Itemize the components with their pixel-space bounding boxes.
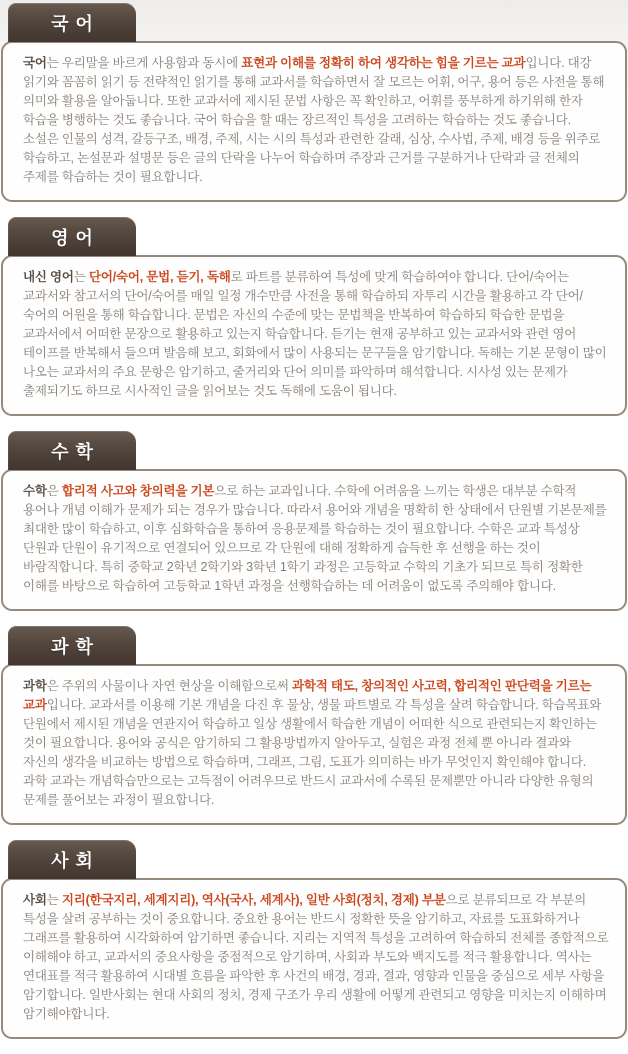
text-segment-bold: 과학 [23,679,47,693]
subject-tab-label: 과학 [51,636,100,657]
subject-tab-label: 사회 [51,850,100,871]
section-english [0,217,628,416]
content-box-english [1,255,627,416]
subject-tab-label: 수학 [51,441,100,462]
subject-tab-english [8,217,136,256]
subject-tab-korean [8,3,136,42]
subject-tab-label: 영어 [51,227,100,248]
text-segment-normal: 입니다. 대강 읽기와 꼼꼼히 읽기 등 전략적인 읽기를 통해 교과서를 학습하면서 잘 모르는 어휘, 어구, 용어 등은 사전을 통해 의미와 활용을 알아둡니다. 또한 교과서에 제시된 문법 사항은 꼭 확인하고, 어휘를 풍부하게 하기위해 한자 학습을 병행하는 것도 좋습니다. 국어 학습을 할 때는 장르적인 특성을 고려하는 학습하는 것도 좋습니다. 소설은 인물의 성격, 갈등구조, 배경, 주제, 시는 시의 특성과 관련한 갈래, 심상, 수사법, 주제, 배경 등을 위주로 학습하고, 논설문과 설명문 등은 글의 단락을 나누어 학습하며 주장과 근거를 구분하거나 단락과 글 전체의 주제를 학습하는 것이 필요합니다. [23,56,605,184]
text-segment-normal: 입니다. 교과서를 이용해 기본 개념을 다진 후 물상, 생물 파트별로 각 특성을 살려 학습합니다. 학습목표와 단원에서 제시된 개념을 연관지어 학습하고 일상 생활에서 학습한 개념이 어떠한 식으로 관련되는지 확인하는 것이 필요합니다. 용어와 공식은 암기하되 그 활용방법까지 알아두고, 실험은 과정 전체 뿐 아니라 결과와 자신의 생각을 비교하는 방법으로 학습하며, 그래프, 그림, 도표가 의미하는 바가 무엇인지 확인해야 합니다. 과학 교과는 개념학습만으로는 고득점이 어려우므로 반드시 교과서에 수록된 문제뿐만 아니라 다양한 유형의 문제를 풀어보는 과정이 필요합니다. [23,698,602,807]
text-segment-bold: 수학 [23,484,47,498]
content-box-korean [1,41,627,202]
content-box-math [1,469,627,611]
text-segment-normal: 으로 하는 교과입니다. 수학에 어려움을 느끼는 학생은 대부분 수학적 용어나 개념 이해가 문제가 되는 경우가 많습니다. 따라서 용어와 개념을 명확히 한 상태에서 단원별 기본문제를 최대한 많이 학습하고, 이후 심화학습을 통하여 응용문제를 학습하는 것이 필요합니다. 수학은 교과 특성상 단원과 단원이 유기적으로 연결되어 있으므로 각 단원에 대해 정확하게 습득한 후 선행을 하는 것이 바람직합니다. 특히 중학교 2학년 2학기와 3학년 1학기 과정은 고등학교 수학의 기초가 되므로 특히 정확한 이해를 바탕으로 학습하여 고등학교 1학년 과정을 선행학습하는 데 어려움이 없도록 주의해야 합니다. [23,484,607,593]
subject-paragraph [23,54,609,187]
section-korean [0,3,628,202]
text-segment-normal: 은 주위의 사물이나 자연 현상을 이해함으로써 [46,679,293,693]
subject-paragraph [23,677,609,810]
text-segment-accent: 단어/숙어, 문법, 듣기, 독해 [88,270,231,284]
subject-tab-science [8,626,136,665]
text-segment-normal: 은 [46,484,62,498]
text-segment-accent: 과학적 태도, 창의적인 사고력, 합리적인 판단력을 기르는 교과 [23,679,592,712]
section-math [0,431,628,611]
text-segment-accent: 표현과 이해를 정확히 하여 생각하는 힘을 기르는 교과 [241,56,526,70]
subject-tab-social-studies [8,840,136,879]
subject-paragraph [23,482,609,596]
text-segment-normal: 으로 분류되므로 각 부분의 특성을 살려 공부하는 것이 중요합니다. 중요한 용어는 반드시 정확한 뜻을 암기하고, 자료를 도표화하거나 그래프를 활용하여 시각화하여 암기하면 좋습니다. 지리는 지역적 특성을 고려하여 학습하되 전체를 종합적으로 이해해야 하고, 교과서의 중요사항을 중점적으로 암기하며, 사회과 부도와 백지도를 적극 활용합니다. 역사는 연대표를 적극 활용하여 시대별 흐름을 파악한 후 사건의 배경, 경과, 결과, 영향과 인물을 중심으로 세부 사항을 암기합니다. 일반사회는 현대 사회의 정치, 경제 구조가 우리 생활에 어떻게 관련되고 영향을 미치는지 이해하며 암기해야합니다. [23,893,609,1021]
text-segment-normal: 는 [46,893,62,907]
subject-tab-label: 국어 [51,13,100,34]
subject-paragraph [23,268,609,401]
subject-paragraph [23,891,609,1024]
text-segment-normal: 는 우리말을 바르게 사용함과 동시에 [46,56,242,70]
text-segment-accent: 합리적 사고와 창의력을 기본 [61,484,215,498]
text-segment-normal: 로 파트를 분류하여 특성에 맞게 학습하여야 합니다. 단어/숙어는 교과서와 참고서의 단어/숙어를 매일 일정 개수만큼 사전을 통해 학습하되 자투리 시간을 활용하고 각 단어/숙어의 어원을 통해 학습합니다. 문법은 자신의 수준에 맞는 문법책을 반복하여 학습하되 학습한 문법을 교과서에서 어떠한 문장으로 활용하고 있는지 학습합니다. 듣기는 현재 공부하고 있는 교과서와 관련 영어 테이프를 반복해서 들으며 발음해 보고, 회화에서 많이 사용되는 문구들을 암기합니다. 독해는 기본 문형이 많이 나오는 교과서의 주요 문항은 암기하고, 줄거리와 단어 의미를 파악하며 해석합니다. 시사성 있는 문제가 출제되기도 하므로 시사적인 글을 읽어보는 것도 독해에 도움이 됩니다. [23,270,607,398]
text-segment-accent: 지리(한국지리, 세계지리), 역사(국사, 세계사), 일반 사회(정치, 경제) 부분 [61,893,446,907]
section-science [0,626,628,825]
text-segment-bold: 사회 [23,893,47,907]
text-segment-bold: 내신 영어 [23,270,74,284]
text-segment-normal: 는 [73,270,89,284]
content-box-science [1,664,627,825]
subject-tab-math [8,431,136,470]
text-segment-bold: 국어 [23,56,47,70]
content-box-social-studies [1,878,627,1039]
section-social-studies [0,840,628,1039]
